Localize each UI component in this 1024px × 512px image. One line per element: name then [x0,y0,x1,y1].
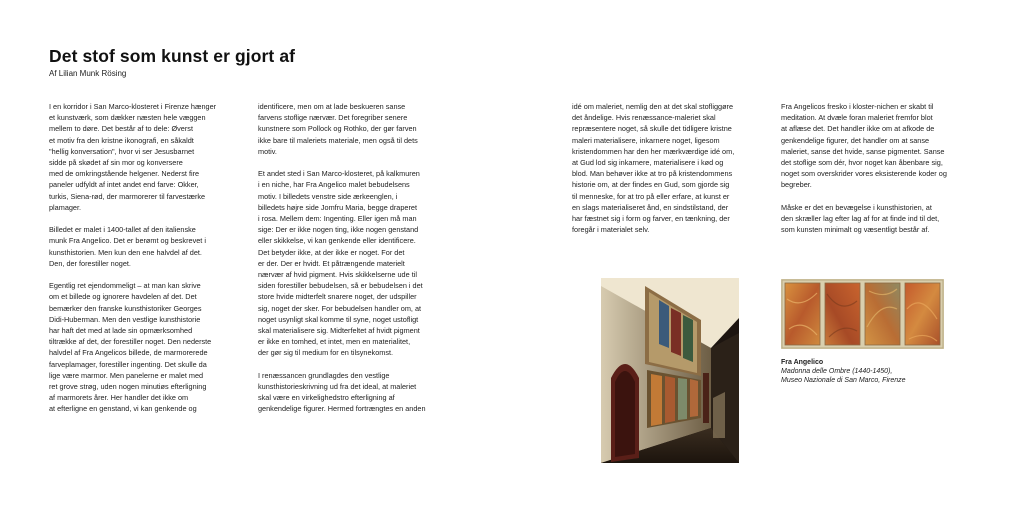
paragraph: Fra Angelicos fresko i kloster-nichen er skabt til meditation. At dvæle foran maleriet fremfor blot at aflæse det. Det handler ikke om at afkode de genkendelige figurer, det handler om at sanse maleriet, sanse det hvide, sanse pigmentet. Sanse det stoflige som dér, hvor noget kan åbenbare sig, noget som overskrider vores eksisterende koder og begreber. [781,102,947,190]
text-column-2 [258,101,456,426]
paragraph: Billedet er malet i 1400-tallet af den italienske munk Fra Angelico. Det er berømt og beskrevet i kunsthistorien. Men kun den ene halvdel af det. Den, der forestiller noget. [49,225,206,268]
paragraph: Et andet sted i San Marco-klosteret, på kalkmuren i en niche, har Fra Angelico malet bebudelsens motiv. I billedets venstre side ærkeenglen, i billedets højre side Jomfru Maria, begge draperet i rosa. Mellem dem: Ingenting. Eller igen må man sige: Der er ikke nogen ting, ikke nogen genstand eller skikkelse, vi kan genkende eller identificere. Det betyder ikke, at der ikke er noget. For det er der. Der er hvidt. Et påtrængende materielt nærvær af hvid pigment. Hvis skikkelserne ude til siden forestiller bebudelsen, så er bebudelsen i det store hvide midterfelt snarere noget, der udspiller sig, noget der sker. For bebudelsen handler om, at noget usynligt skal komme til syne, noget ustofligt skal materialisere sig. Midterfeltet af hvidt pigment er ikke en tomhed, et intet, men en materialitet, der gør sig til medium for en tilsynekomst. [258,169,423,358]
corridor-photo-illustration [601,278,739,463]
paragraph: idé om maleriet, nemlig den at det skal stofliggøre det åndelige. Hvis renæssance-maleriet skal repræsentere noget, så skulle det tidligere kristne maleri materialisere, inkarnere noget, ligesom kristendommen har den her mærkværdige idé om, at Gud lod sig inkarnere, materialisere i kød og blod. Man behøver ikke at tro på kristendommens historie om, at der findes en Gud, som gjorde sig til menneske, for at tro på eller erfare, at kunst er en slags materialiseret ånd, en sindstilstand, der har fæstnet sig i form og farver, en tænkning, der foregår i materialet selv. [572,102,735,235]
painting-panels [781,279,944,349]
image-caption [781,358,906,385]
corridor-photo [601,278,739,463]
article-byline: Af Lilian Munk Rösing [49,69,127,78]
paragraph: I en korridor i San Marco-klosteret i Firenze hænger et kunstværk, som dækker næsten hele væggen mellem to døre. Det består af to dele: Øverst et motiv fra den kristne ikonografi, en såkaldt "hellig konversation", hvor vi ser Jesusbarnet sidde på skødet af sin mor og konversere med de omkringstående helgener. Nederst fire paneler udfyldt af intet andet end farve: Okker, turkis, Siena-rød, der marmorerer til farvestærke plamager. [49,102,217,212]
caption-work: Madonna delle Ombre (1440-1450), [781,368,893,375]
caption-artist: Fra Angelico [781,359,824,366]
paragraph: Egentlig ret ejendommeligt – at man kan skrive om et billede og ignorere havdelen af det. Det bemærker den franske kunsthistoriker Georges Didi-Huberman. Men den vestlige kunsthistorie har haft det med at lade sin opmærksomhed tiltrække af det, der forestiller noget. Den nederste halvdel af Fra Angelicos billede, de marmorerede farveplamager, forestiller ingenting. Det skulle da lige være marmor. Men panelerne er malet med ret grove strøg, uden nogen minutiøs efterligning af marmorets årer. Her handler det ikke om at efterligne en genstand, vi kan genkende og [49,281,212,414]
article-title: Det stof som kunst er gjort af [49,46,296,66]
paragraph: Måske er det en bevægelse i kunsthistorien, at den skræller lag efter lag af for at finde ind til det, som kunsten minimalt og væsentligt består af. [781,202,940,235]
text-column-3 [572,101,770,247]
paragraph: I renæssancen grundlagdes den vestlige kunsthistorieskrivning ud fra det ideal, at maleriet skal være en virkelighedstro efterligning af genkendelige figurer. Hermed fortrængtes en anden [258,370,426,414]
text-column-4 [781,101,979,247]
paragraph: identificere, men om at lade beskueren sanse farvens stoflige nærvær. Det foregriber senere kunstnere som Pollock og Rothko, der gør farven ikke bare til maleriets materiale, men også til dets motiv. [258,102,418,156]
marble-panels-illustration [781,279,944,349]
caption-location: Museo Nazionale di San Marco, Firenze [781,377,906,384]
text-column-1 [49,101,247,426]
